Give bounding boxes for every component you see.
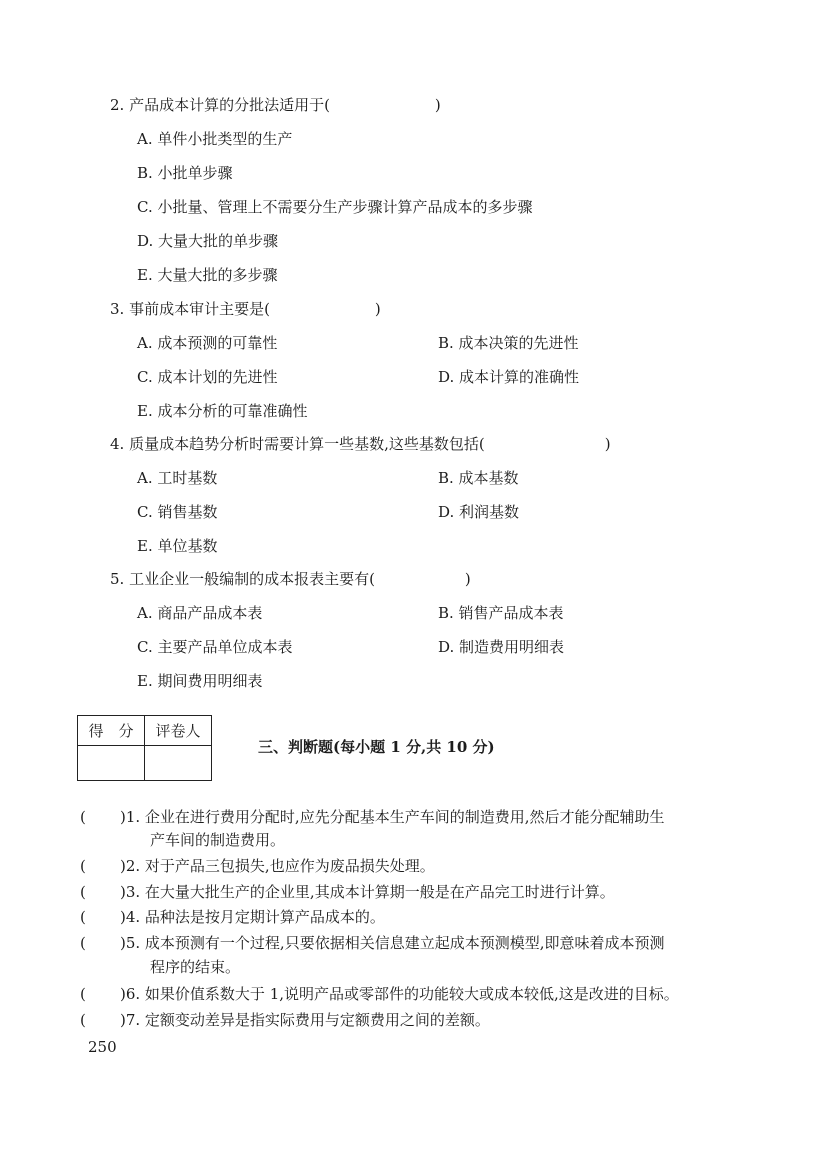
tf-item-2: )2. 对于产品三包损失,也应作为废品损失处理。 bbox=[120, 857, 435, 875]
question-2-option-e: E. 大量大批的多步骤 bbox=[137, 266, 278, 284]
reviewer-cell[interactable] bbox=[145, 746, 212, 781]
section-3-title: 三、判断题(每小题 1 分,共 10 分) bbox=[258, 738, 495, 756]
answer-paren-1[interactable]: ( bbox=[80, 808, 86, 826]
answer-paren-6[interactable]: ( bbox=[80, 985, 86, 1003]
answer-paren-4[interactable]: ( bbox=[80, 908, 86, 926]
tf-item-1-cont: 产车间的制造费用。 bbox=[150, 831, 286, 849]
question-2-option-b: B. 小批单步骤 bbox=[137, 164, 233, 182]
question-3-stem: 3. 事前成本审计主要是( ) bbox=[110, 300, 381, 318]
tf-item-5-cont: 程序的结束。 bbox=[150, 958, 241, 976]
reviewer-label: 评卷人 bbox=[145, 716, 212, 746]
tf-item-7: )7. 定额变动差异是指实际费用与定额费用之间的差额。 bbox=[120, 1011, 490, 1029]
question-2-option-c: C. 小批量、管理上不需要分生产步骤计算产品成本的多步骤 bbox=[137, 198, 533, 216]
question-5-option-d: D. 制造费用明细表 bbox=[438, 638, 565, 656]
answer-paren-2[interactable]: ( bbox=[80, 857, 86, 875]
question-4-stem: 4. 质量成本趋势分析时需要计算一些基数,这些基数包括( ) bbox=[110, 435, 611, 453]
tf-item-1: )1. 企业在进行费用分配时,应先分配基本生产车间的制造费用,然后才能分配辅助生 bbox=[120, 808, 665, 826]
question-5-option-b: B. 销售产品成本表 bbox=[438, 604, 564, 622]
question-4-option-c: C. 销售基数 bbox=[137, 503, 218, 521]
question-2-stem: 2. 产品成本计算的分批法适用于( ) bbox=[110, 96, 441, 114]
tf-item-3: )3. 在大量大批生产的企业里,其成本计算期一般是在产品完工时进行计算。 bbox=[120, 883, 615, 901]
question-5-stem: 5. 工业企业一般编制的成本报表主要有( ) bbox=[110, 570, 471, 588]
question-3-option-c: C. 成本计划的先进性 bbox=[137, 368, 278, 386]
grade-table bbox=[77, 715, 212, 781]
score-label: 得 分 bbox=[78, 716, 145, 746]
answer-paren-5[interactable]: ( bbox=[80, 934, 86, 952]
question-3-option-e: E. 成本分析的可靠准确性 bbox=[137, 402, 308, 420]
tf-item-6: )6. 如果价值系数大于 1,说明产品或零部件的功能较大或成本较低,这是改进的目标。 bbox=[120, 985, 679, 1003]
tf-item-4: )4. 品种法是按月定期计算产品成本的。 bbox=[120, 908, 385, 926]
question-4-option-b: B. 成本基数 bbox=[438, 469, 519, 487]
question-5-option-a: A. 商品产品成本表 bbox=[137, 604, 263, 622]
answer-paren-3[interactable]: ( bbox=[80, 883, 86, 901]
question-2-option-a: A. 单件小批类型的生产 bbox=[137, 130, 293, 148]
question-5-option-e: E. 期间费用明细表 bbox=[137, 672, 263, 690]
question-3-option-a: A. 成本预测的可靠性 bbox=[137, 334, 278, 352]
question-4-option-d: D. 利润基数 bbox=[438, 503, 520, 521]
question-5-option-c: C. 主要产品单位成本表 bbox=[137, 638, 293, 656]
score-cell[interactable] bbox=[78, 746, 145, 781]
question-3-option-b: B. 成本决策的先进性 bbox=[438, 334, 579, 352]
question-2-option-d: D. 大量大批的单步骤 bbox=[137, 232, 279, 250]
question-4-option-e: E. 单位基数 bbox=[137, 537, 218, 555]
question-4-option-a: A. 工时基数 bbox=[137, 469, 218, 487]
page-number: 250 bbox=[88, 1038, 117, 1056]
answer-paren-7[interactable]: ( bbox=[80, 1011, 86, 1029]
tf-item-5: )5. 成本预测有一个过程,只要依据相关信息建立起成本预测模型,即意味着成本预测 bbox=[120, 934, 665, 952]
question-3-option-d: D. 成本计算的准确性 bbox=[438, 368, 580, 386]
